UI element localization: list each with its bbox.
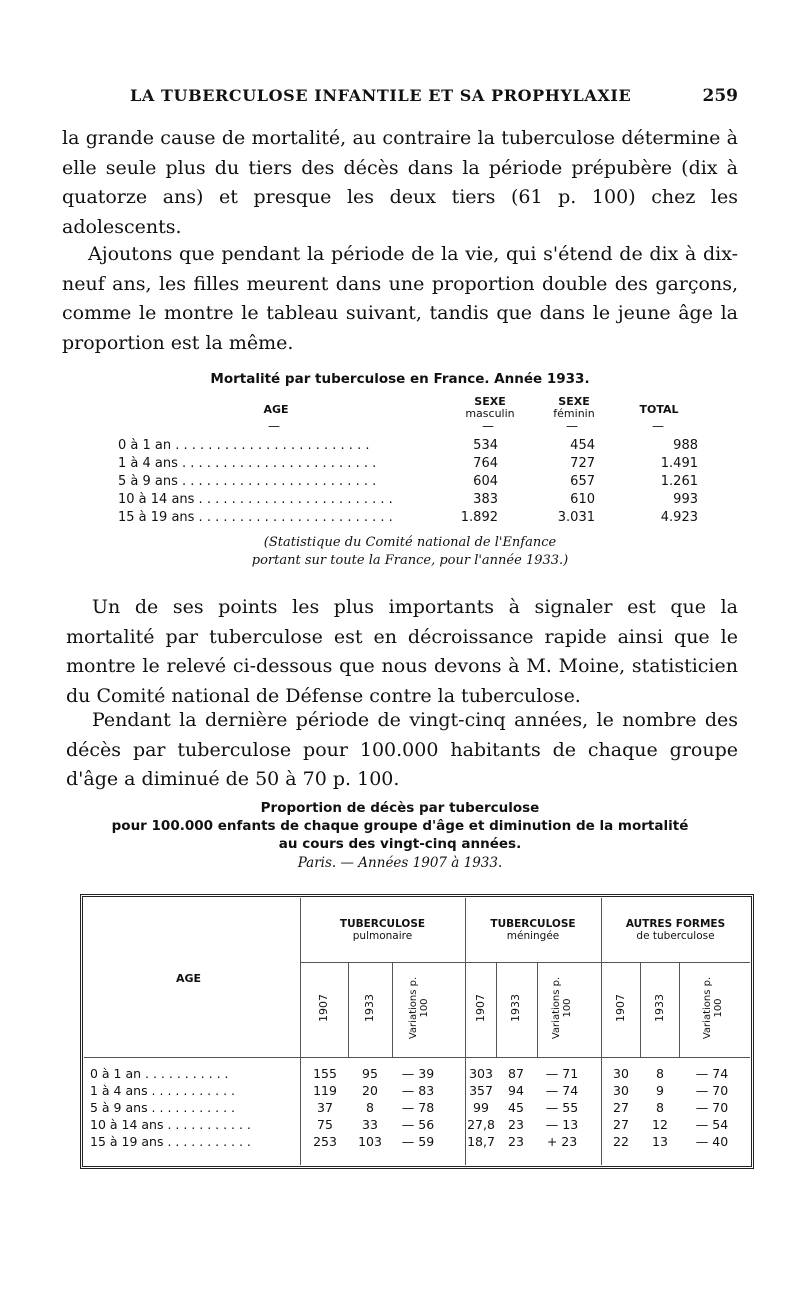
table1-female: 3.031 — [557, 510, 595, 525]
table1-row — [118, 474, 698, 492]
table1-dash-female: — — [566, 419, 578, 433]
table2-col-1907: 1907 — [614, 994, 627, 1022]
table2-col-variation: Variations p. 100 — [702, 976, 724, 1040]
table1-dash-age: — — [268, 419, 280, 433]
table2-cell: 8 — [366, 1100, 374, 1115]
table1-row — [118, 438, 698, 456]
table2-cell: — 74 — [545, 1083, 579, 1098]
table1-col-age: AGE — [263, 403, 289, 416]
table2-cell: 23 — [508, 1134, 524, 1149]
table2-cell: + 23 — [546, 1134, 578, 1149]
table2-cell: — 56 — [401, 1117, 435, 1132]
table2-col-1907: 1907 — [317, 994, 330, 1022]
table1-male: 1.892 — [460, 510, 498, 525]
table2-rule — [300, 962, 750, 963]
table2-cell: — 74 — [695, 1066, 729, 1081]
table2-col-1907: 1907 — [474, 994, 487, 1022]
table1-age: 10 à 14 ans . . . . . . . . . . . . . . . . . . . . . . . . — [118, 492, 393, 507]
table2-divider — [640, 962, 641, 1057]
table2-cell: 119 — [313, 1083, 337, 1098]
table2-cell: — 70 — [695, 1100, 729, 1115]
table1-male: 764 — [473, 456, 498, 471]
table2-cell: — 70 — [695, 1083, 729, 1098]
table2-cell: 12 — [652, 1117, 668, 1132]
table1-age: 15 à 19 ans . . . . . . . . . . . . . . . . . . . . . . . . — [118, 510, 393, 525]
table1-row — [118, 492, 698, 510]
table2-cell: 23 — [508, 1117, 524, 1132]
table1-col-male-line1: SEXE — [474, 395, 506, 408]
table2-cell: — 71 — [545, 1066, 579, 1081]
table2-col-1933: 1933 — [653, 994, 666, 1022]
table1-female: 727 — [570, 456, 595, 471]
table2-col-variation: Variations p. 100 — [408, 976, 430, 1040]
table2-divider — [496, 962, 497, 1057]
table2-divider — [348, 962, 349, 1057]
table2-cell: 303 — [469, 1066, 493, 1081]
table1-total: 988 — [673, 438, 698, 453]
table1-total: 4.923 — [660, 510, 698, 525]
table1-row — [118, 456, 698, 474]
table1-source-line2: portant sur toute la France, pour l'année 1933.) — [251, 553, 569, 568]
table2-cell: 253 — [313, 1134, 337, 1149]
table2-rule — [84, 1057, 750, 1058]
table2-cell: 18,7 — [467, 1134, 495, 1149]
table2-cell: — 83 — [401, 1083, 435, 1098]
table2-col-variation: Variations p. 100 — [551, 976, 573, 1040]
table1-dash-male: — — [482, 419, 494, 433]
table1-male: 383 — [473, 492, 498, 507]
table2-col-age: AGE — [176, 972, 202, 985]
table1-male: 604 — [473, 474, 498, 489]
table2-cell: 8 — [656, 1066, 664, 1081]
table2-row — [90, 1134, 740, 1150]
table1-col-total: TOTAL — [639, 403, 679, 416]
table2-row — [90, 1100, 740, 1116]
table2-cell: 95 — [362, 1066, 378, 1081]
table2-group-other-name: AUTRES FORMES — [625, 918, 726, 930]
table2-subtitle: Paris. — Années 1907 à 1933. — [297, 855, 503, 871]
table2-cell: 37 — [317, 1100, 333, 1115]
table2-group-other — [601, 918, 750, 942]
table2-age: 1 à 4 ans . . . . . . . . . . . — [90, 1083, 235, 1098]
table1-female: 610 — [570, 492, 595, 507]
table2-cell: — 54 — [695, 1117, 729, 1132]
table1-col-male-line2: masculin — [465, 407, 515, 420]
table2-group-meningeal-name: TUBERCULOSE — [490, 918, 576, 930]
table2-divider — [392, 962, 393, 1057]
table2-cell: — 40 — [695, 1134, 729, 1149]
table2-cell: 9 — [656, 1083, 664, 1098]
table1-total: 1.261 — [660, 474, 698, 489]
table1-col-female-line2: féminin — [553, 407, 595, 420]
table1-source-line1: (Statistique du Comité national de l'Enfance — [263, 535, 557, 550]
table2-cell: 20 — [362, 1083, 378, 1098]
table2-cell: — 59 — [401, 1134, 435, 1149]
table1-age: 0 à 1 an . . . . . . . . . . . . . . . . . . . . . . . . — [118, 438, 370, 453]
table1-age: 5 à 9 ans . . . . . . . . . . . . . . . . . . . . . . . . — [118, 474, 377, 489]
table1-total: 993 — [673, 492, 698, 507]
table2-age: 10 à 14 ans . . . . . . . . . . . — [90, 1117, 251, 1132]
table2-group-other-sub: de tuberculose — [636, 930, 715, 942]
table2-cell: 75 — [317, 1117, 333, 1132]
table2-title-line1: Proportion de décès par tuberculose — [260, 800, 540, 816]
table2-cell: 45 — [508, 1100, 524, 1115]
running-header — [130, 86, 738, 106]
table2-divider — [679, 962, 680, 1057]
table2-cell: — 78 — [401, 1100, 435, 1115]
table1-row — [118, 510, 698, 528]
table2-cell: 99 — [473, 1100, 489, 1115]
running-title: LA TUBERCULOSE INFANTILE ET SA PROPHYLAXIE — [130, 86, 632, 105]
paragraph-3: Un de ses points les plus importants à signaler est que la mortalité par tuberculose est en décroissance rapide ainsi que le montre le relevé ci-dessous que nous devons à M. Moine, statisticien du Comité national de Défense contre la tuberculose. — [66, 596, 738, 707]
table1-col-female — [532, 396, 616, 420]
table2-cell: 22 — [613, 1134, 629, 1149]
table2-col-1933: 1933 — [509, 994, 522, 1022]
table1-dash-total: — — [652, 419, 664, 433]
table2-title-line3: au cours des vingt-cinq années. — [278, 836, 522, 852]
table1-total: 1.491 — [660, 456, 698, 471]
table2-cell: 103 — [358, 1134, 382, 1149]
table1-col-male — [448, 396, 532, 420]
table2-cell: 30 — [613, 1066, 629, 1081]
table2-cell: 357 — [469, 1083, 493, 1098]
table2-group-pulmonary — [300, 918, 465, 942]
table2-row — [90, 1083, 740, 1099]
table1-title: Mortalité par tuberculose en France. Année 1933. — [210, 371, 590, 387]
table2-group-meningeal-sub: méningée — [506, 930, 560, 942]
table2-cell: 27,8 — [467, 1117, 495, 1132]
table2-age: 15 à 19 ans . . . . . . . . . . . — [90, 1134, 251, 1149]
table2-cell: — 55 — [545, 1100, 579, 1115]
table1-female: 657 — [570, 474, 595, 489]
table2-cell: 8 — [656, 1100, 664, 1115]
table2-col-1933: 1933 — [363, 994, 376, 1022]
table2-cell: 30 — [613, 1083, 629, 1098]
table2-cell: 94 — [508, 1083, 524, 1098]
table1-age: 1 à 4 ans . . . . . . . . . . . . . . . . . . . . . . . . — [118, 456, 377, 471]
table1-male: 534 — [473, 438, 498, 453]
table1-col-female-line1: SEXE — [558, 395, 590, 408]
table2-cell: 27 — [613, 1117, 629, 1132]
table2-group-meningeal — [465, 918, 601, 942]
table2-group-pulmonary-sub: pulmonaire — [352, 930, 413, 942]
table2-age: 0 à 1 an . . . . . . . . . . . — [90, 1066, 229, 1081]
table2-cell: 87 — [508, 1066, 524, 1081]
table2-row — [90, 1117, 740, 1133]
paragraph-2: Ajoutons que pendant la période de la vie, qui s'étend de dix à dix-neuf ans, les filles meurent dans une proportion double des garçons, comme le montre le tableau suivant, tandis que dans le jeune âge la proportion est la même. — [62, 243, 738, 354]
paragraph-1: la grande cause de mortalité, au contraire la tuberculose détermine à elle seule plus du tiers des décès dans la période prépubère (dix à quatorze ans) et presque les deux tiers (61 p. 100) chez les adolescents. — [62, 127, 738, 238]
table2-cell: — 39 — [401, 1066, 435, 1081]
table1-female: 454 — [570, 438, 595, 453]
table2-cell: 33 — [362, 1117, 378, 1132]
table2-age: 5 à 9 ans . . . . . . . . . . . — [90, 1100, 235, 1115]
table2-cell: — 13 — [545, 1117, 579, 1132]
table2-divider — [537, 962, 538, 1057]
table2-cell: 13 — [652, 1134, 668, 1149]
table2-title-line2: pour 100.000 enfants de chaque groupe d'âge et diminution de la mortalité — [111, 818, 689, 834]
table2-group-pulmonary-name: TUBERCULOSE — [339, 918, 426, 930]
page-number: 259 — [702, 86, 738, 106]
table2-cell: 27 — [613, 1100, 629, 1115]
paragraph-4: Pendant la dernière période de vingt-cinq années, le nombre des décès par tuberculose pour 100.000 habitants de chaque groupe d'âge a diminué de 50 à 70 p. 100. — [66, 709, 738, 790]
table2-cell: 155 — [313, 1066, 337, 1081]
table2-row — [90, 1066, 740, 1082]
